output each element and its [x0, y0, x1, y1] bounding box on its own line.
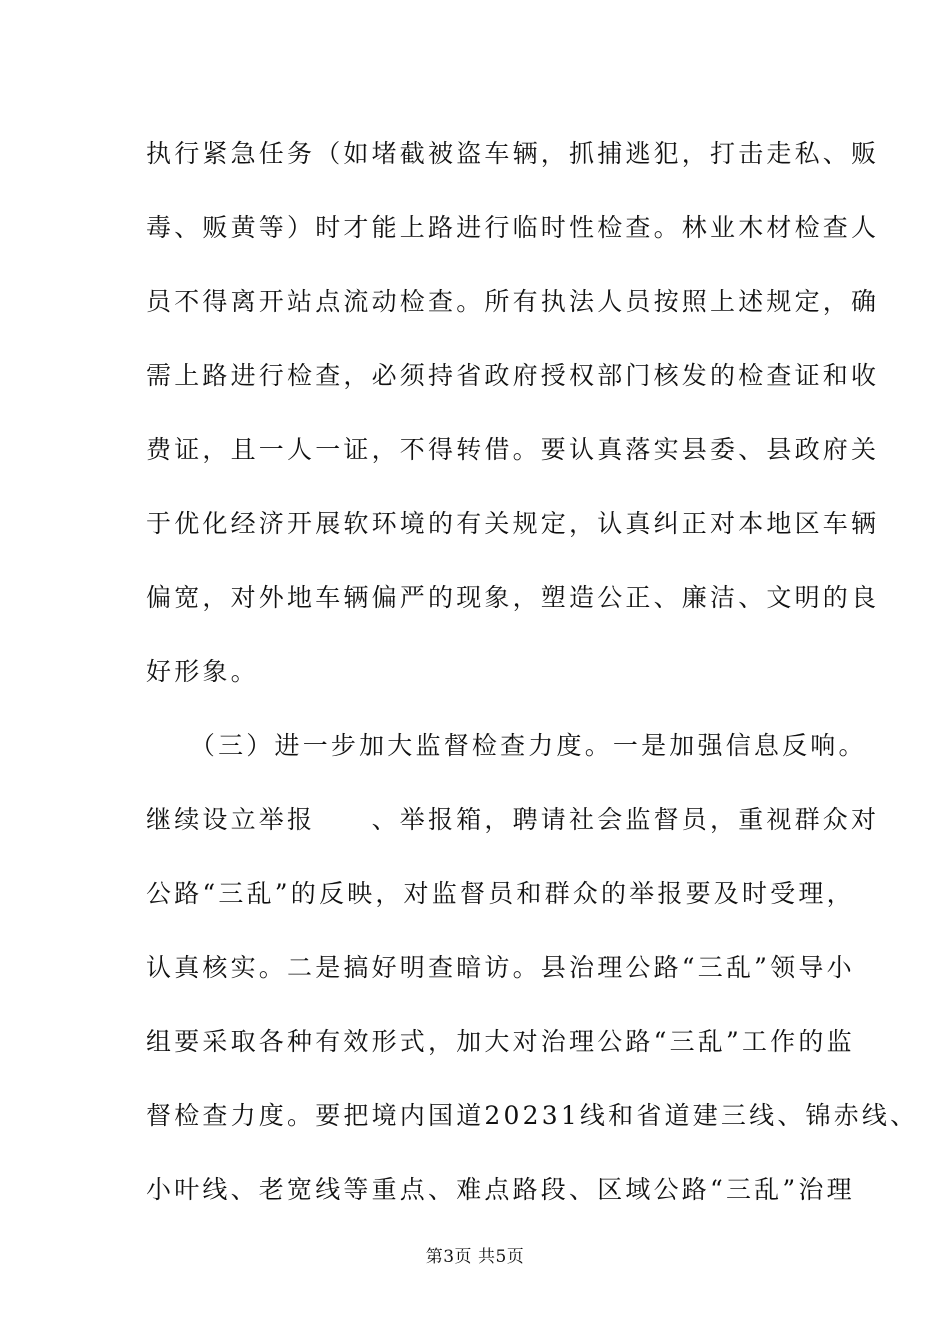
text-line-3: 员不得离开站点流动检查。所有执法人员按照上述规定，确 — [146, 287, 880, 316]
text-line-10: 继续设立举报 、举报箱，聘请社会监督员，重视群众对 — [146, 805, 880, 834]
body-text — [146, 130, 919, 1240]
text-line-15: 小叶线、老宽线等重点、难点路段、区域公路“三乱”治理 — [146, 1175, 855, 1204]
text-line-4: 需上路进行检查，必须持省政府授权部门核发的检查证和收 — [146, 361, 880, 390]
text-line-12: 认真核实。二是搞好明查暗访。县治理公路“三乱”领导小 — [146, 953, 855, 982]
text-line-6: 于优化经济开展软环境的有关规定，认真纠正对本地区车辆 — [146, 509, 880, 538]
text-line-8: 好形象。 — [146, 657, 259, 686]
text-line-5: 费证，且一人一证，不得转借。要认真落实县委、县政府关 — [146, 435, 880, 464]
page-number-footer: 第3页 共5页 — [425, 1247, 525, 1267]
text-line-11: 公路“三乱”的反映，对监督员和群众的举报要及时受理， — [146, 879, 855, 908]
text-line-2: 毒、贩黄等）时才能上路进行临时性检查。林业木材检查人 — [146, 213, 880, 242]
text-line-14: 督检查力度。要把境内国道20231线和省道建三线、锦赤线、 — [146, 1101, 919, 1130]
text-line-1: 执行紧急任务（如堵截被盗车辆，抓捕逃犯，打击走私、贩 — [146, 139, 880, 168]
text-line-13: 组要采取各种有效形式，加大对治理公路“三乱”工作的监 — [146, 1027, 855, 1056]
text-line-9: （三）进一步加大监督检查力度。一是加强信息反响。 — [146, 731, 867, 760]
text-line-7: 偏宽，对外地车辆偏严的现象，塑造公正、廉洁、文明的良 — [146, 583, 880, 612]
